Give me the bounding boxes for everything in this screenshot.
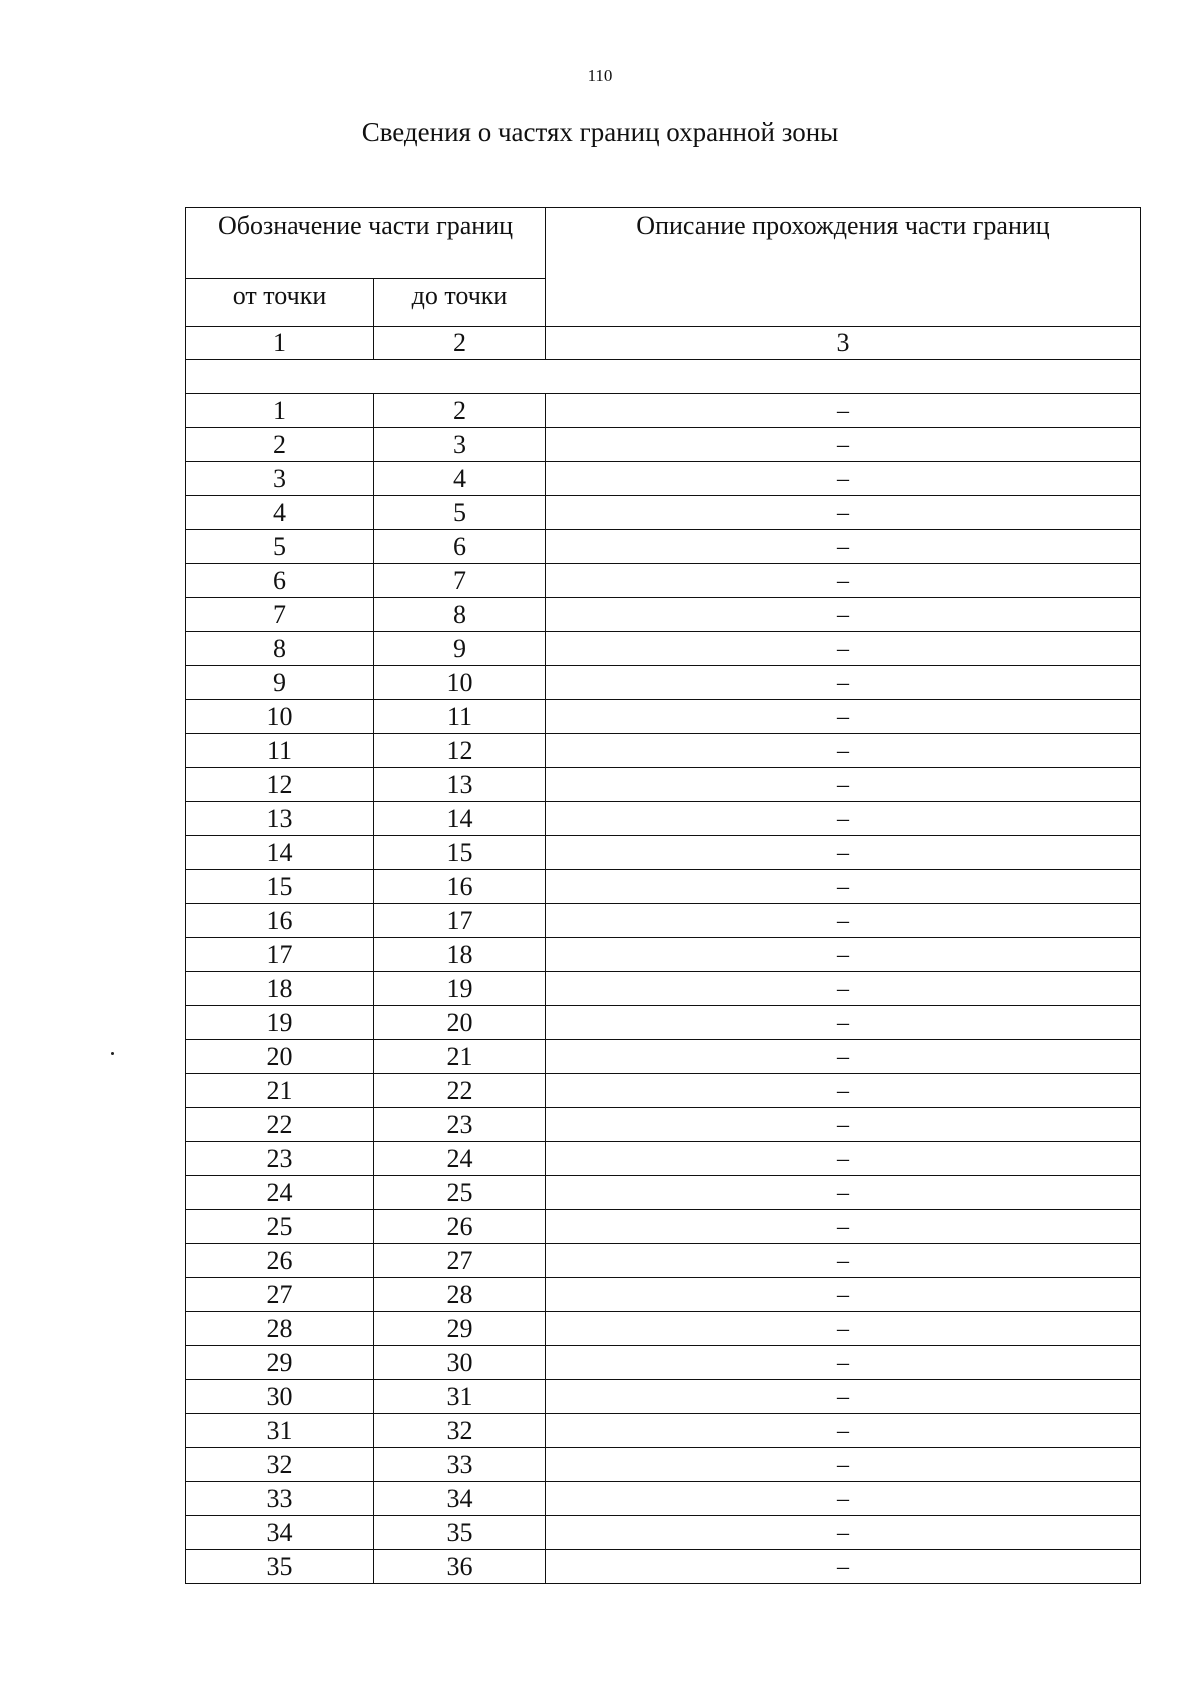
table-row xyxy=(186,462,1141,496)
to-point-cell: 5 xyxy=(374,496,546,530)
from-point-cell: 12 xyxy=(186,768,374,802)
from-point-cell: 31 xyxy=(186,1414,374,1448)
description-cell: – xyxy=(546,632,1141,666)
from-point-cell: 15 xyxy=(186,870,374,904)
scan-speck xyxy=(111,1052,114,1055)
to-point-cell: 28 xyxy=(374,1278,546,1312)
description-cell: – xyxy=(546,1346,1141,1380)
table-row xyxy=(186,632,1141,666)
from-point-cell: 7 xyxy=(186,598,374,632)
to-point-cell: 20 xyxy=(374,1006,546,1040)
from-point-cell: 14 xyxy=(186,836,374,870)
column-numbers-row xyxy=(186,327,1141,360)
to-point-cell: 35 xyxy=(374,1516,546,1550)
description-cell: – xyxy=(546,1006,1141,1040)
table-row xyxy=(186,938,1141,972)
table-row xyxy=(186,1346,1141,1380)
table-row xyxy=(186,972,1141,1006)
description-cell: – xyxy=(546,1414,1141,1448)
table-row xyxy=(186,666,1141,700)
from-point-cell: 8 xyxy=(186,632,374,666)
from-point-cell: 9 xyxy=(186,666,374,700)
to-point-cell: 33 xyxy=(374,1448,546,1482)
from-point-cell: 23 xyxy=(186,1142,374,1176)
to-point-cell: 2 xyxy=(374,394,546,428)
description-cell: – xyxy=(546,938,1141,972)
table-row xyxy=(186,598,1141,632)
table-row xyxy=(186,1108,1141,1142)
table-row xyxy=(186,564,1141,598)
header-designation xyxy=(186,208,546,279)
description-cell: – xyxy=(546,462,1141,496)
header-from-point-label: от точки xyxy=(232,281,327,310)
description-cell: – xyxy=(546,1448,1141,1482)
description-cell: – xyxy=(546,1142,1141,1176)
description-cell: – xyxy=(546,428,1141,462)
description-cell: – xyxy=(546,1516,1141,1550)
description-cell: – xyxy=(546,1482,1141,1516)
table-row xyxy=(186,1380,1141,1414)
description-cell: – xyxy=(546,496,1141,530)
description-cell: – xyxy=(546,530,1141,564)
description-cell: – xyxy=(546,1312,1141,1346)
from-point-cell: 10 xyxy=(186,700,374,734)
description-cell: – xyxy=(546,904,1141,938)
description-cell: – xyxy=(546,802,1141,836)
to-point-cell: 34 xyxy=(374,1482,546,1516)
description-cell: – xyxy=(546,564,1141,598)
description-cell: – xyxy=(546,836,1141,870)
table-row xyxy=(186,1482,1141,1516)
table-row xyxy=(186,1074,1141,1108)
header-designation-label: Обозначение части границ xyxy=(217,211,514,240)
table-row xyxy=(186,870,1141,904)
column-number: 3 xyxy=(546,327,1141,360)
blank-cell xyxy=(186,360,1141,394)
from-point-cell: 34 xyxy=(186,1516,374,1550)
to-point-cell: 32 xyxy=(374,1414,546,1448)
to-point-cell: 8 xyxy=(374,598,546,632)
from-point-cell: 19 xyxy=(186,1006,374,1040)
to-point-cell: 4 xyxy=(374,462,546,496)
table-row xyxy=(186,428,1141,462)
from-point-cell: 27 xyxy=(186,1278,374,1312)
to-point-cell: 29 xyxy=(374,1312,546,1346)
column-number: 1 xyxy=(186,327,374,360)
to-point-cell: 10 xyxy=(374,666,546,700)
table-row xyxy=(186,496,1141,530)
table-row xyxy=(186,768,1141,802)
to-point-cell: 36 xyxy=(374,1550,546,1584)
table-row xyxy=(186,802,1141,836)
from-point-cell: 32 xyxy=(186,1448,374,1482)
table-row xyxy=(186,1176,1141,1210)
to-point-cell: 22 xyxy=(374,1074,546,1108)
from-point-cell: 18 xyxy=(186,972,374,1006)
to-point-cell: 18 xyxy=(374,938,546,972)
header-from-point xyxy=(186,279,374,327)
table-row xyxy=(186,1006,1141,1040)
description-cell: – xyxy=(546,1278,1141,1312)
table-row xyxy=(186,904,1141,938)
to-point-cell: 9 xyxy=(374,632,546,666)
description-cell: – xyxy=(546,1244,1141,1278)
from-point-cell: 13 xyxy=(186,802,374,836)
to-point-cell: 23 xyxy=(374,1108,546,1142)
to-point-cell: 12 xyxy=(374,734,546,768)
table-row xyxy=(186,1312,1141,1346)
header-description xyxy=(546,208,1141,327)
description-cell: – xyxy=(546,734,1141,768)
from-point-cell: 4 xyxy=(186,496,374,530)
to-point-cell: 25 xyxy=(374,1176,546,1210)
table-row xyxy=(186,1550,1141,1584)
to-point-cell: 24 xyxy=(374,1142,546,1176)
header-description-label: Описание прохождения части границ xyxy=(636,211,1050,240)
table-row xyxy=(186,1210,1141,1244)
from-point-cell: 35 xyxy=(186,1550,374,1584)
table-row xyxy=(186,1516,1141,1550)
description-cell: – xyxy=(546,700,1141,734)
to-point-cell: 26 xyxy=(374,1210,546,1244)
table-row xyxy=(186,1278,1141,1312)
from-point-cell: 16 xyxy=(186,904,374,938)
description-cell: – xyxy=(546,1040,1141,1074)
to-point-cell: 7 xyxy=(374,564,546,598)
description-cell: – xyxy=(546,1550,1141,1584)
from-point-cell: 11 xyxy=(186,734,374,768)
page-title: Сведения о частях границ охранной зоны xyxy=(361,117,839,147)
from-point-cell: 21 xyxy=(186,1074,374,1108)
to-point-cell: 30 xyxy=(374,1346,546,1380)
from-point-cell: 28 xyxy=(186,1312,374,1346)
description-cell: – xyxy=(546,1176,1141,1210)
table-row xyxy=(186,1414,1141,1448)
to-point-cell: 14 xyxy=(374,802,546,836)
from-point-cell: 20 xyxy=(186,1040,374,1074)
description-cell: – xyxy=(546,768,1141,802)
table-row xyxy=(186,1040,1141,1074)
boundary-parts-table xyxy=(185,207,1141,1584)
to-point-cell: 31 xyxy=(374,1380,546,1414)
from-point-cell: 29 xyxy=(186,1346,374,1380)
table-row xyxy=(186,1142,1141,1176)
description-cell: – xyxy=(546,666,1141,700)
table-row xyxy=(186,700,1141,734)
from-point-cell: 17 xyxy=(186,938,374,972)
from-point-cell: 2 xyxy=(186,428,374,462)
from-point-cell: 24 xyxy=(186,1176,374,1210)
header-to-point xyxy=(374,279,546,327)
table-row xyxy=(186,1244,1141,1278)
from-point-cell: 1 xyxy=(186,394,374,428)
blank-row xyxy=(186,360,1141,394)
from-point-cell: 25 xyxy=(186,1210,374,1244)
to-point-cell: 21 xyxy=(374,1040,546,1074)
description-cell: – xyxy=(546,1108,1141,1142)
to-point-cell: 11 xyxy=(374,700,546,734)
from-point-cell: 30 xyxy=(186,1380,374,1414)
table-row xyxy=(186,530,1141,564)
table-row xyxy=(186,734,1141,768)
table-header xyxy=(186,208,1141,394)
from-point-cell: 3 xyxy=(186,462,374,496)
to-point-cell: 15 xyxy=(374,836,546,870)
description-cell: – xyxy=(546,394,1141,428)
to-point-cell: 19 xyxy=(374,972,546,1006)
table-row xyxy=(186,1448,1141,1482)
table-body xyxy=(186,394,1141,1584)
to-point-cell: 3 xyxy=(374,428,546,462)
to-point-cell: 17 xyxy=(374,904,546,938)
to-point-cell: 13 xyxy=(374,768,546,802)
from-point-cell: 22 xyxy=(186,1108,374,1142)
description-cell: – xyxy=(546,1380,1141,1414)
table-row xyxy=(186,394,1141,428)
page-number: 110 xyxy=(587,66,613,85)
description-cell: – xyxy=(546,972,1141,1006)
table-row xyxy=(186,836,1141,870)
description-cell: – xyxy=(546,1074,1141,1108)
description-cell: – xyxy=(546,598,1141,632)
from-point-cell: 6 xyxy=(186,564,374,598)
to-point-cell: 27 xyxy=(374,1244,546,1278)
from-point-cell: 26 xyxy=(186,1244,374,1278)
column-number: 2 xyxy=(374,327,546,360)
description-cell: – xyxy=(546,870,1141,904)
to-point-cell: 6 xyxy=(374,530,546,564)
from-point-cell: 33 xyxy=(186,1482,374,1516)
description-cell: – xyxy=(546,1210,1141,1244)
to-point-cell: 16 xyxy=(374,870,546,904)
from-point-cell: 5 xyxy=(186,530,374,564)
header-to-point-label: до точки xyxy=(411,281,508,310)
